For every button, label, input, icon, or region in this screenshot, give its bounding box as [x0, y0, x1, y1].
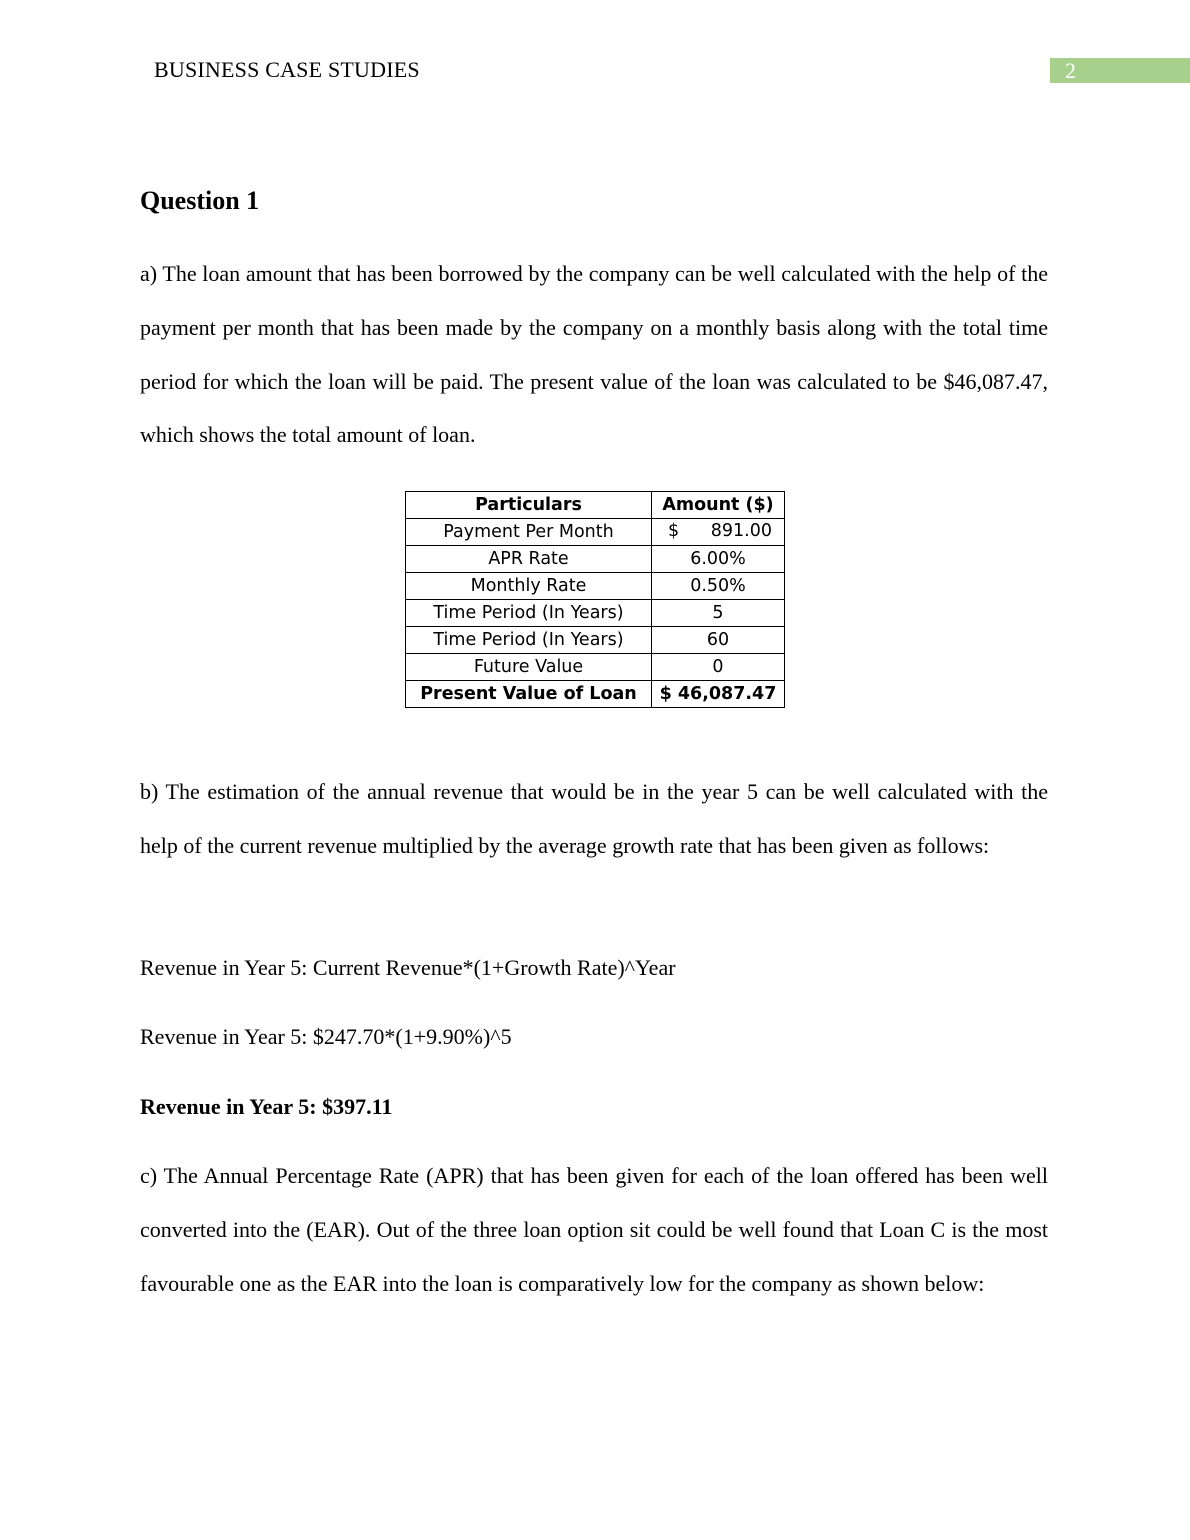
table-row — [406, 654, 785, 681]
row-label: Time Period (In Years) — [406, 600, 652, 627]
row-value: $ 46,087.47 — [652, 681, 785, 708]
paragraph-part-b: b) The estimation of the annual revenue that would be in the year 5 can be well calculated with the help of the current revenue multiplied by the average growth rate that has been given as follows: — [140, 779, 1048, 858]
revenue-formula: Revenue in Year 5: Current Revenue*(1+Growth Rate)^Year — [140, 955, 676, 980]
row-amount: 891.00 — [710, 521, 772, 541]
table-row — [406, 573, 785, 600]
row-label: Time Period (In Years) — [406, 627, 652, 654]
row-value: 5 — [652, 600, 785, 627]
table-row — [406, 546, 785, 573]
row-label: Future Value — [406, 654, 652, 681]
page-number-badge: 2 — [1050, 58, 1190, 83]
row-value — [652, 519, 785, 546]
row-value: 60 — [652, 627, 785, 654]
table-row — [406, 600, 785, 627]
row-label: Monthly Rate — [406, 573, 652, 600]
row-value: 0.50% — [652, 573, 785, 600]
table-total-row — [406, 681, 785, 708]
table-row — [406, 519, 785, 546]
loan-table — [405, 491, 785, 708]
paragraph-part-c: c) The Annual Percentage Rate (APR) that has been given for each of the loan offered has been well converted into the (EAR). Out of the three loan option sit could be well found that Loan C is the most favourable one as the EAR into the loan is comparatively low for the company as shown below: — [140, 1163, 1048, 1296]
row-label: Present Value of Loan — [406, 681, 652, 708]
row-value: 0 — [652, 654, 785, 681]
question-heading: Question 1 — [140, 186, 260, 215]
revenue-result: Revenue in Year 5: $397.11 — [140, 1094, 393, 1119]
revenue-substitution: Revenue in Year 5: $247.70*(1+9.90%)^5 — [140, 1024, 512, 1049]
row-label: APR Rate — [406, 546, 652, 573]
table-row — [406, 627, 785, 654]
table-header-amount: Amount ($) — [652, 492, 785, 519]
table-header-particulars: Particulars — [406, 492, 652, 519]
paragraph-part-a: a) The loan amount that has been borrowed by the company can be well calculated with the help of the payment per month that has been made by the company on a monthly basis along with the total time period for which the loan will be paid. The present value of the loan was calculated to be $46,087.47, which shows the total amount of loan. — [140, 261, 1048, 448]
row-value: 6.00% — [652, 546, 785, 573]
table-header-row — [406, 492, 785, 519]
running-header: BUSINESS CASE STUDIES — [154, 57, 420, 82]
row-label: Payment Per Month — [406, 519, 652, 546]
currency-symbol: $ — [668, 521, 680, 541]
